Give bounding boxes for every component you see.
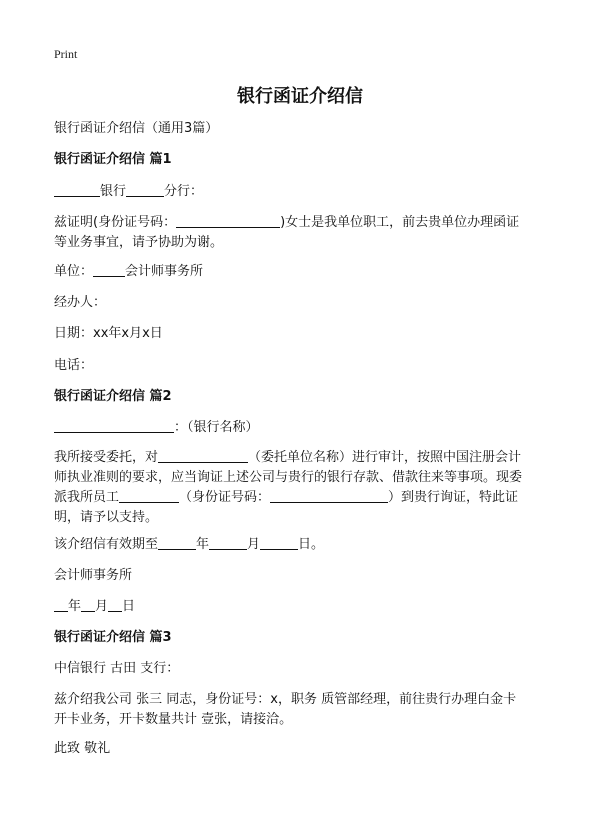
phone-line: 电话： (54, 358, 94, 373)
bank-label: 银行 (100, 184, 127, 199)
unit-label: 单位： (54, 264, 94, 279)
audit-paragraph (54, 448, 554, 528)
bank-blank[interactable] (54, 182, 100, 197)
date-line: 日期：xx年x月x日 (54, 326, 163, 341)
certification-text-a: 兹证明(身份证号码： (54, 215, 177, 230)
section-1-heading: 银行函证介绍信 篇1 (54, 152, 172, 167)
staff-id-blank[interactable] (270, 488, 388, 503)
section-3-heading: 银行函证介绍信 篇3 (54, 630, 172, 645)
validity-line (54, 535, 554, 555)
validity-month-blank[interactable] (209, 535, 247, 550)
audit-text-d: 派我所员工 (54, 490, 120, 505)
audit-text-g: 明，请予以支持。 (54, 510, 159, 525)
introduction-paragraph (54, 690, 554, 730)
staff-name-blank[interactable] (119, 488, 179, 503)
print-link[interactable]: Print (54, 47, 78, 61)
sign-year-label: 年 (68, 599, 82, 614)
closing-line: 此致 敬礼 (54, 741, 111, 756)
unit-blank[interactable] (93, 262, 125, 277)
audit-text-e: （身份证号码： (179, 490, 271, 505)
validity-day-label: 日。 (298, 537, 325, 552)
validity-year-blank[interactable] (158, 535, 196, 550)
validity-day-blank[interactable] (260, 535, 298, 550)
document-subtitle: 银行函证介绍信（通用3篇） (54, 121, 219, 136)
branch-label: 分行： (164, 184, 204, 199)
handler-line: 经办人： (54, 295, 107, 310)
validity-text: 该介绍信有效期至 (54, 537, 159, 552)
sign-date-line (54, 597, 554, 617)
introduction-text-b: 开卡业务，开卡数量共计 壹张，请接洽。 (54, 712, 293, 727)
id-number-blank[interactable] (176, 213, 280, 228)
sign-month-label: 月 (95, 599, 109, 614)
branch-blank[interactable] (126, 182, 164, 197)
audit-text-a: 我所接受委托，对 (54, 450, 159, 465)
certification-text-b: )女士是我单位职工，前去贵单位办理函证 (280, 215, 520, 230)
bank-branch-line (54, 182, 554, 202)
certification-paragraph (54, 213, 554, 253)
sign-day-label: 日 (122, 599, 136, 614)
firm-line: 会计师事务所 (54, 568, 133, 583)
certification-text-c: 等业务事宜，请予协助为谢。 (54, 235, 224, 250)
unit-line (54, 262, 554, 282)
validity-year-label: 年 (196, 537, 210, 552)
page-title: 银行函证介绍信 (237, 86, 363, 107)
audit-text-c: 师执业准则的要求，应当询证上述公司与贵行的银行存款、借款往来等事项。现委 (54, 470, 523, 485)
sign-month-blank[interactable] (81, 597, 95, 612)
bank-name-label: ：（银行名称） (174, 420, 259, 435)
firm-name: 会计师事务所 (125, 264, 204, 279)
sign-year-blank[interactable] (54, 597, 68, 612)
addressee-line: 中信银行 古田 支行： (54, 661, 180, 676)
bank-name-line (54, 418, 554, 438)
audit-text-b: （委托单位名称）进行审计，按照中国注册会计 (248, 450, 522, 465)
section-2-heading: 银行函证介绍信 篇2 (54, 389, 172, 404)
sign-day-blank[interactable] (108, 597, 122, 612)
validity-month-label: 月 (247, 537, 261, 552)
introduction-text-a: 兹介绍我公司 张三 同志，身份证号：x，职务 质管部经理，前往贵行办理白金卡 (54, 692, 517, 707)
client-name-blank[interactable] (158, 448, 248, 463)
audit-text-f: ）到贵行询证，特此证 (388, 490, 519, 505)
bank-name-blank[interactable] (54, 418, 174, 433)
